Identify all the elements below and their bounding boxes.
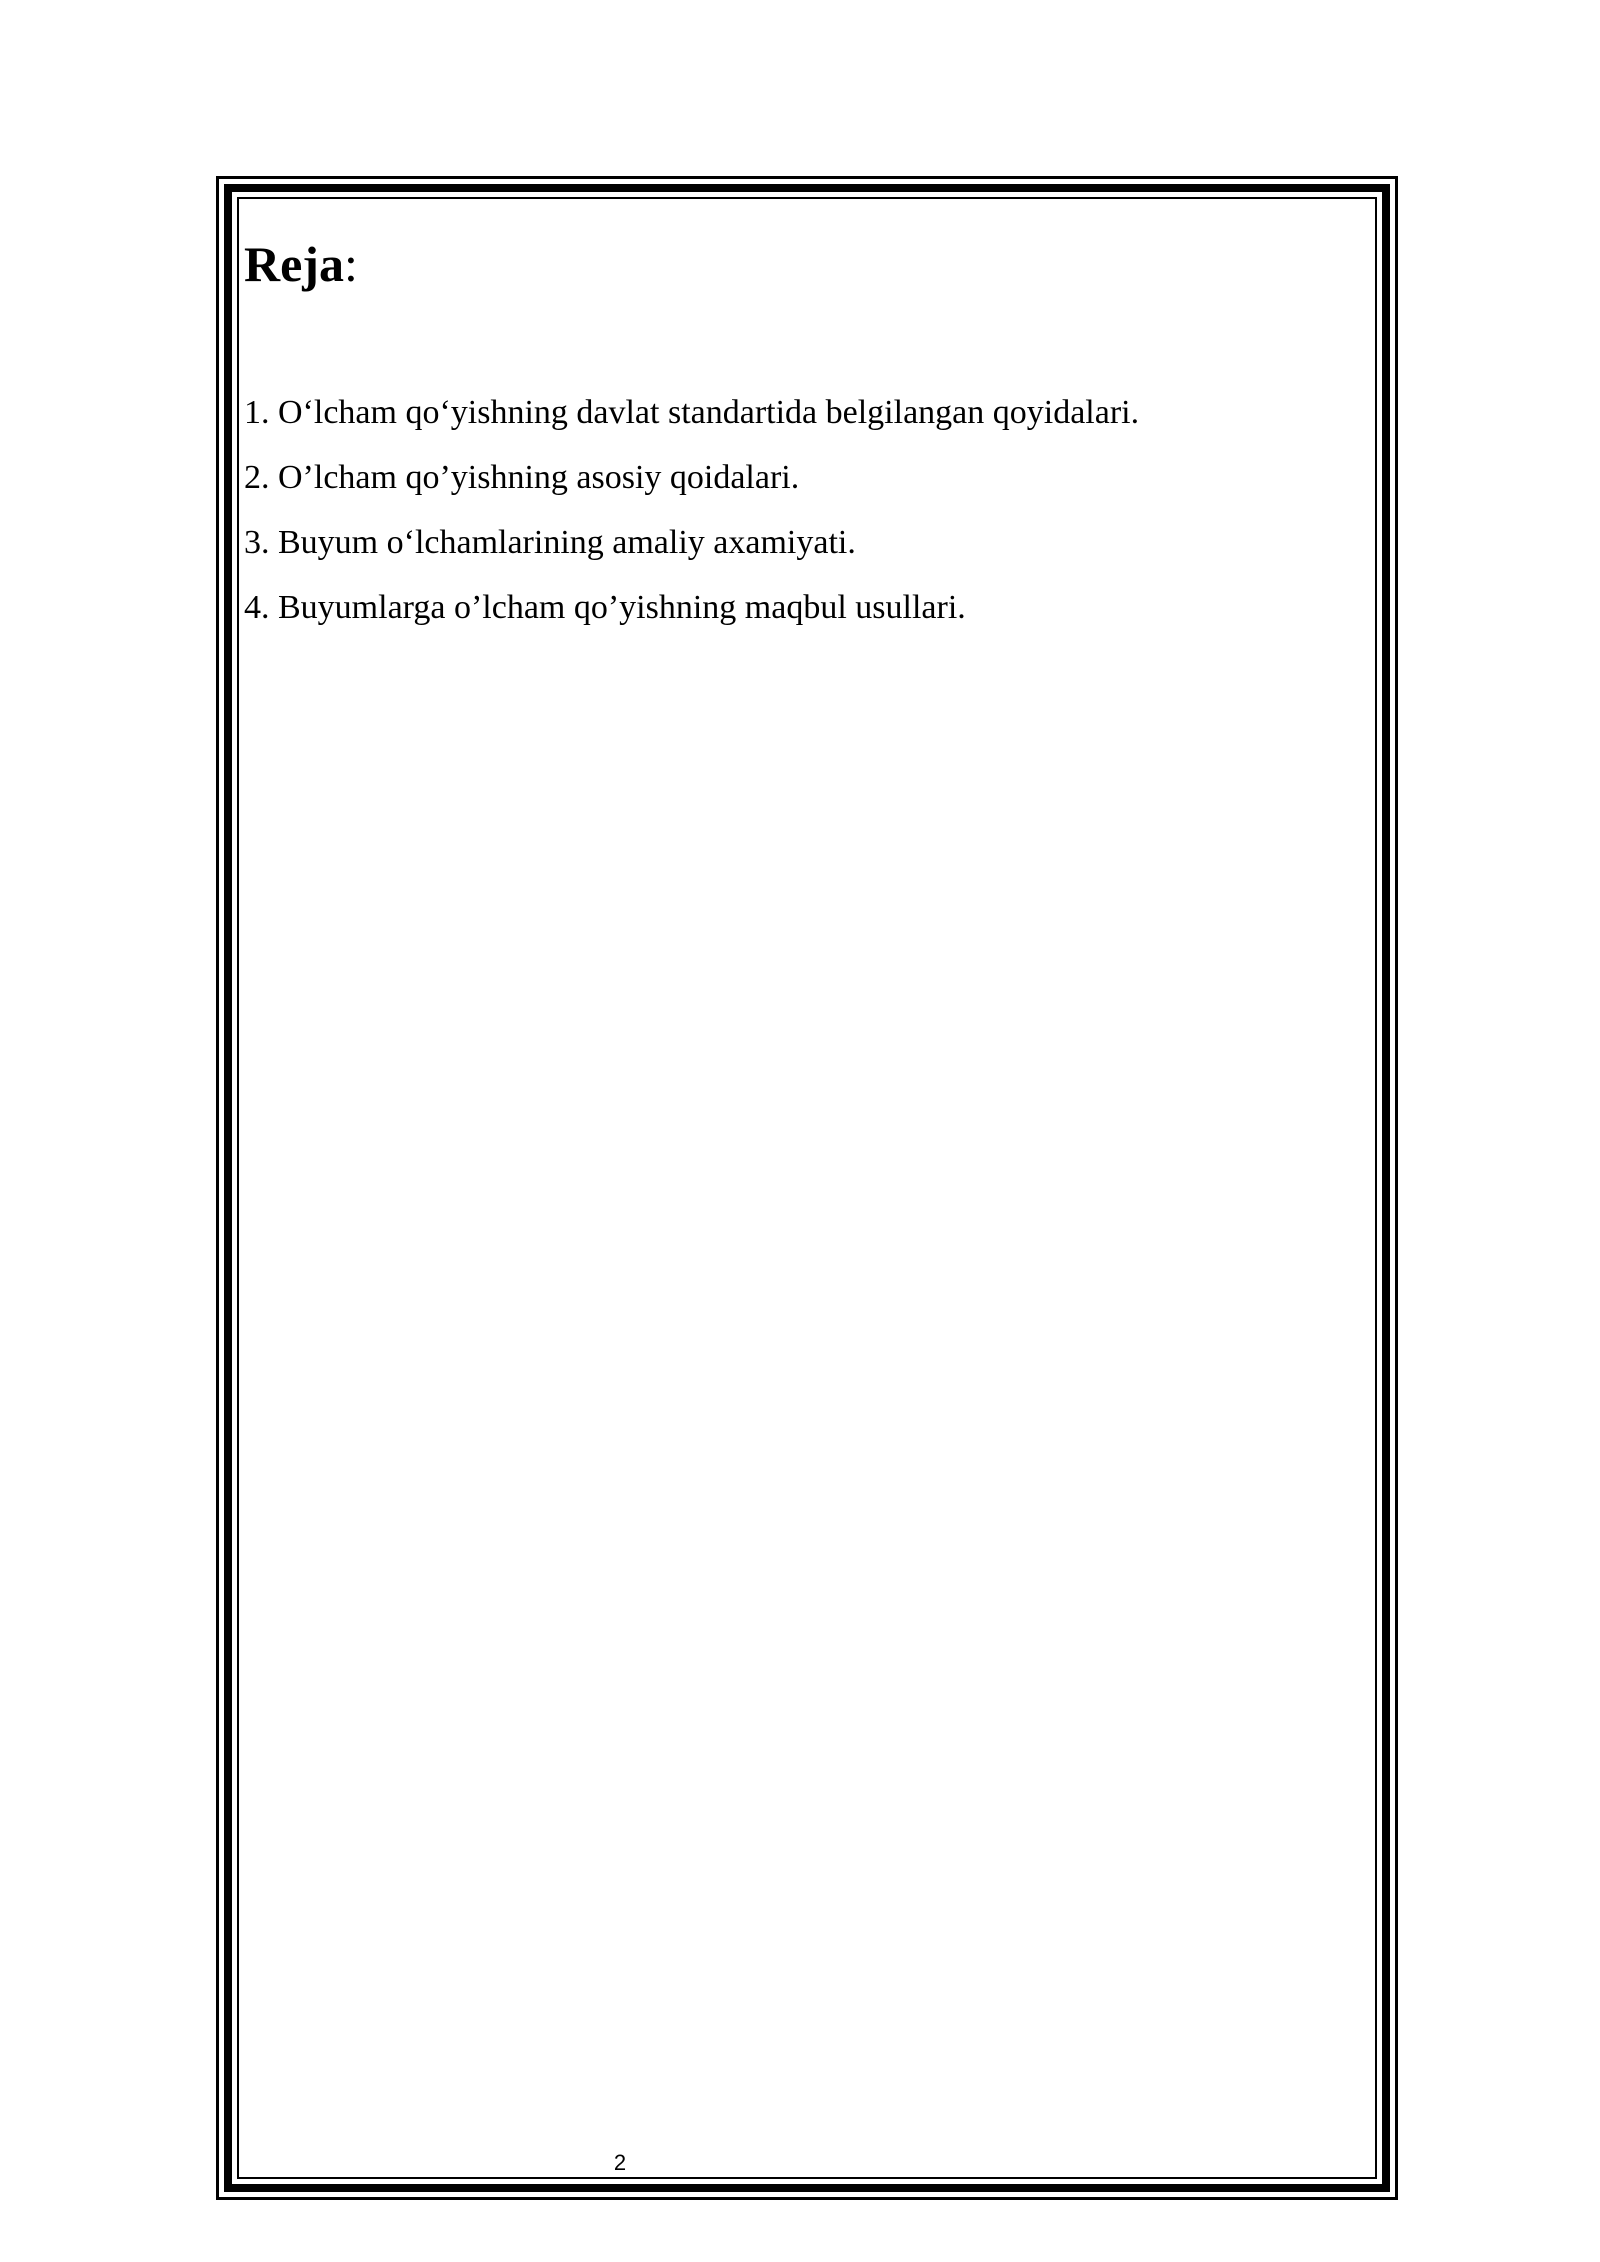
plan-item: 4. Buyumlarga o’lcham qo’yishning maqbul usullari. <box>244 589 966 626</box>
plan-item: 2. O’lcham qo’yishning asosiy qoidalari. <box>244 459 800 496</box>
page-title <box>244 234 358 294</box>
plan-list <box>244 380 1139 640</box>
page-title-colon: : <box>343 236 358 292</box>
page-title-word: Reja <box>244 236 344 292</box>
plan-item: 3. Buyum o‘lchamlarining amaliy axamiyati. <box>244 524 856 561</box>
page-number: 2 <box>613 2150 627 2175</box>
plan-item: 1. O‘lcham qo‘yishning davlat standartida belgilangan qoyidalari. <box>244 394 1140 431</box>
